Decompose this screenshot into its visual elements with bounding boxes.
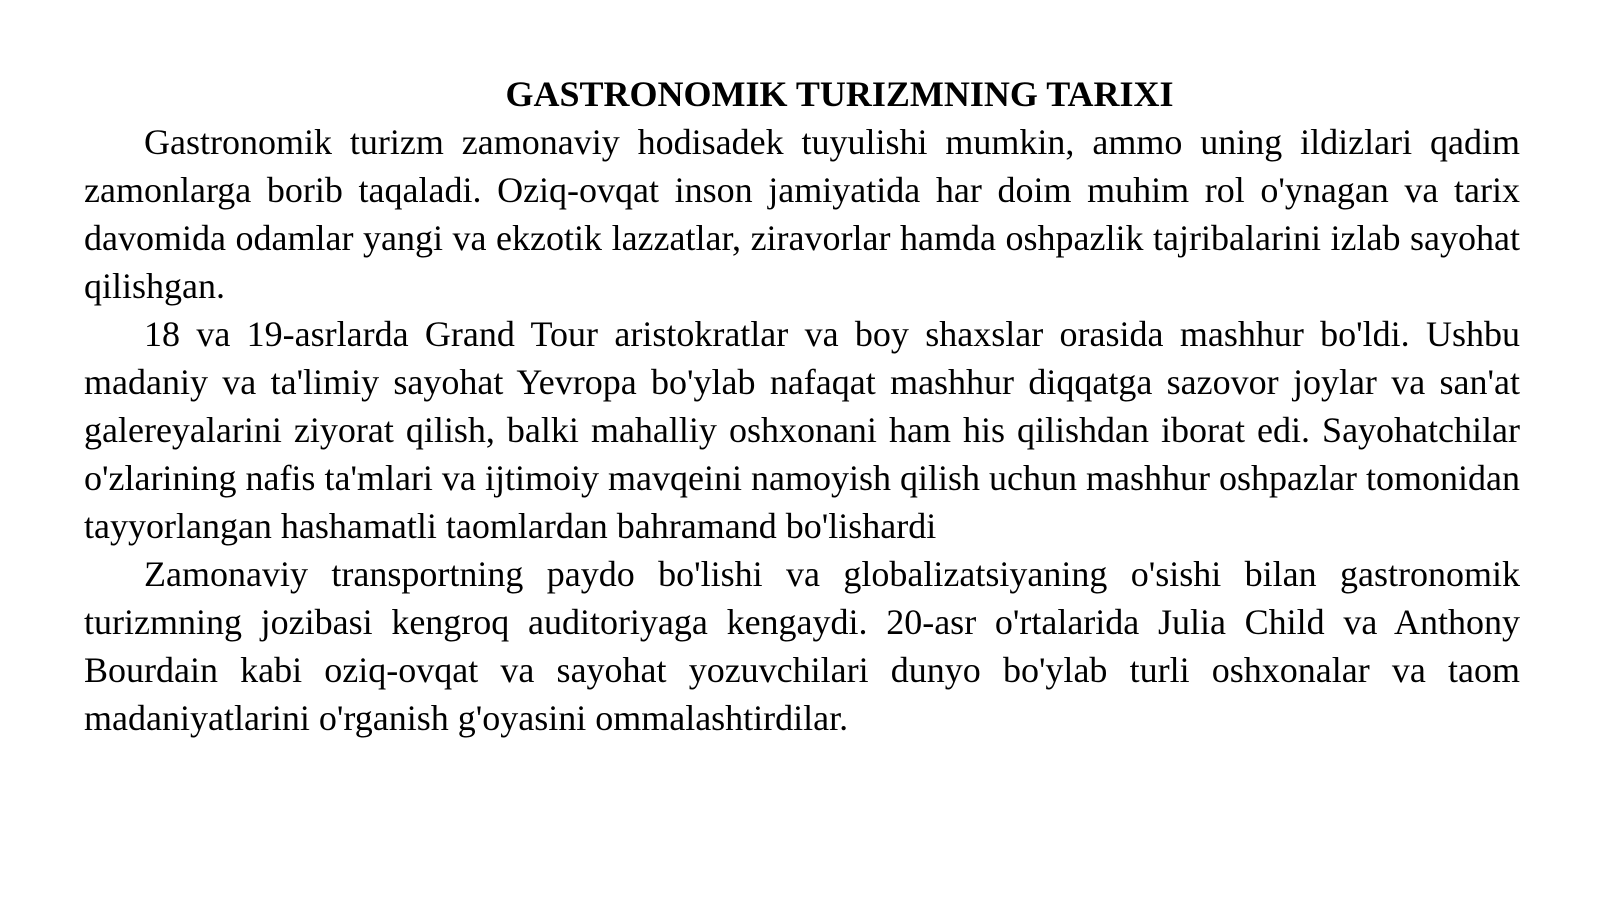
paragraph-3: Zamonaviy transportning paydo bo'lishi va globalizatsiyaning o'sishi bilan gastronomik turizmning jozibasi kengroq auditoriyaga kengaydi. 20-asr o'rtalarida Julia Child va Anthony Bourdain kabi oziq-ovqat va sayohat yozuvchilari dunyo bo'ylab turli oshxonalar va taom madaniyatlarini o'rganish g'oyasini ommalashtirdilar. — [84, 554, 1520, 738]
paragraph-1: Gastronomik turizm zamonaviy hodisadek tuyulishi mumkin, ammo uning ildizlari qadim zamonlarga borib taqaladi. Oziq-ovqat inson jamiyatida har doim muhim rol o'ynagan va tarix davomida odamlar yangi va ekzotik lazzatlar, ziravorlar hamda oshpazlik tajribalarini izlab sayohat qilishgan. — [84, 122, 1520, 306]
paragraph-2: 18 va 19-asrlarda Grand Tour aristokratlar va boy shaxslar orasida mashhur bo'ldi. Ushbu madaniy va ta'limiy sayohat Yevropa bo'ylab nafaqat mashhur diqqatga sazovor joylar va san'at galereyalarini ziyorat qilish, balki mahalliy oshxonani ham his qilishdan iborat edi. Sayohatchilar o'zlarining nafis ta'mlari va ijtimoiy mavqeini namoyish qilish uchun mashhur oshpazlar tomonidan tayyorlangan hashamatli taomlardan bahramand bo'lishardi — [84, 314, 1520, 546]
page-title: GASTRONOMIK TURIZMNING TARIXI — [505, 74, 1174, 114]
document-page — [84, 70, 1520, 742]
